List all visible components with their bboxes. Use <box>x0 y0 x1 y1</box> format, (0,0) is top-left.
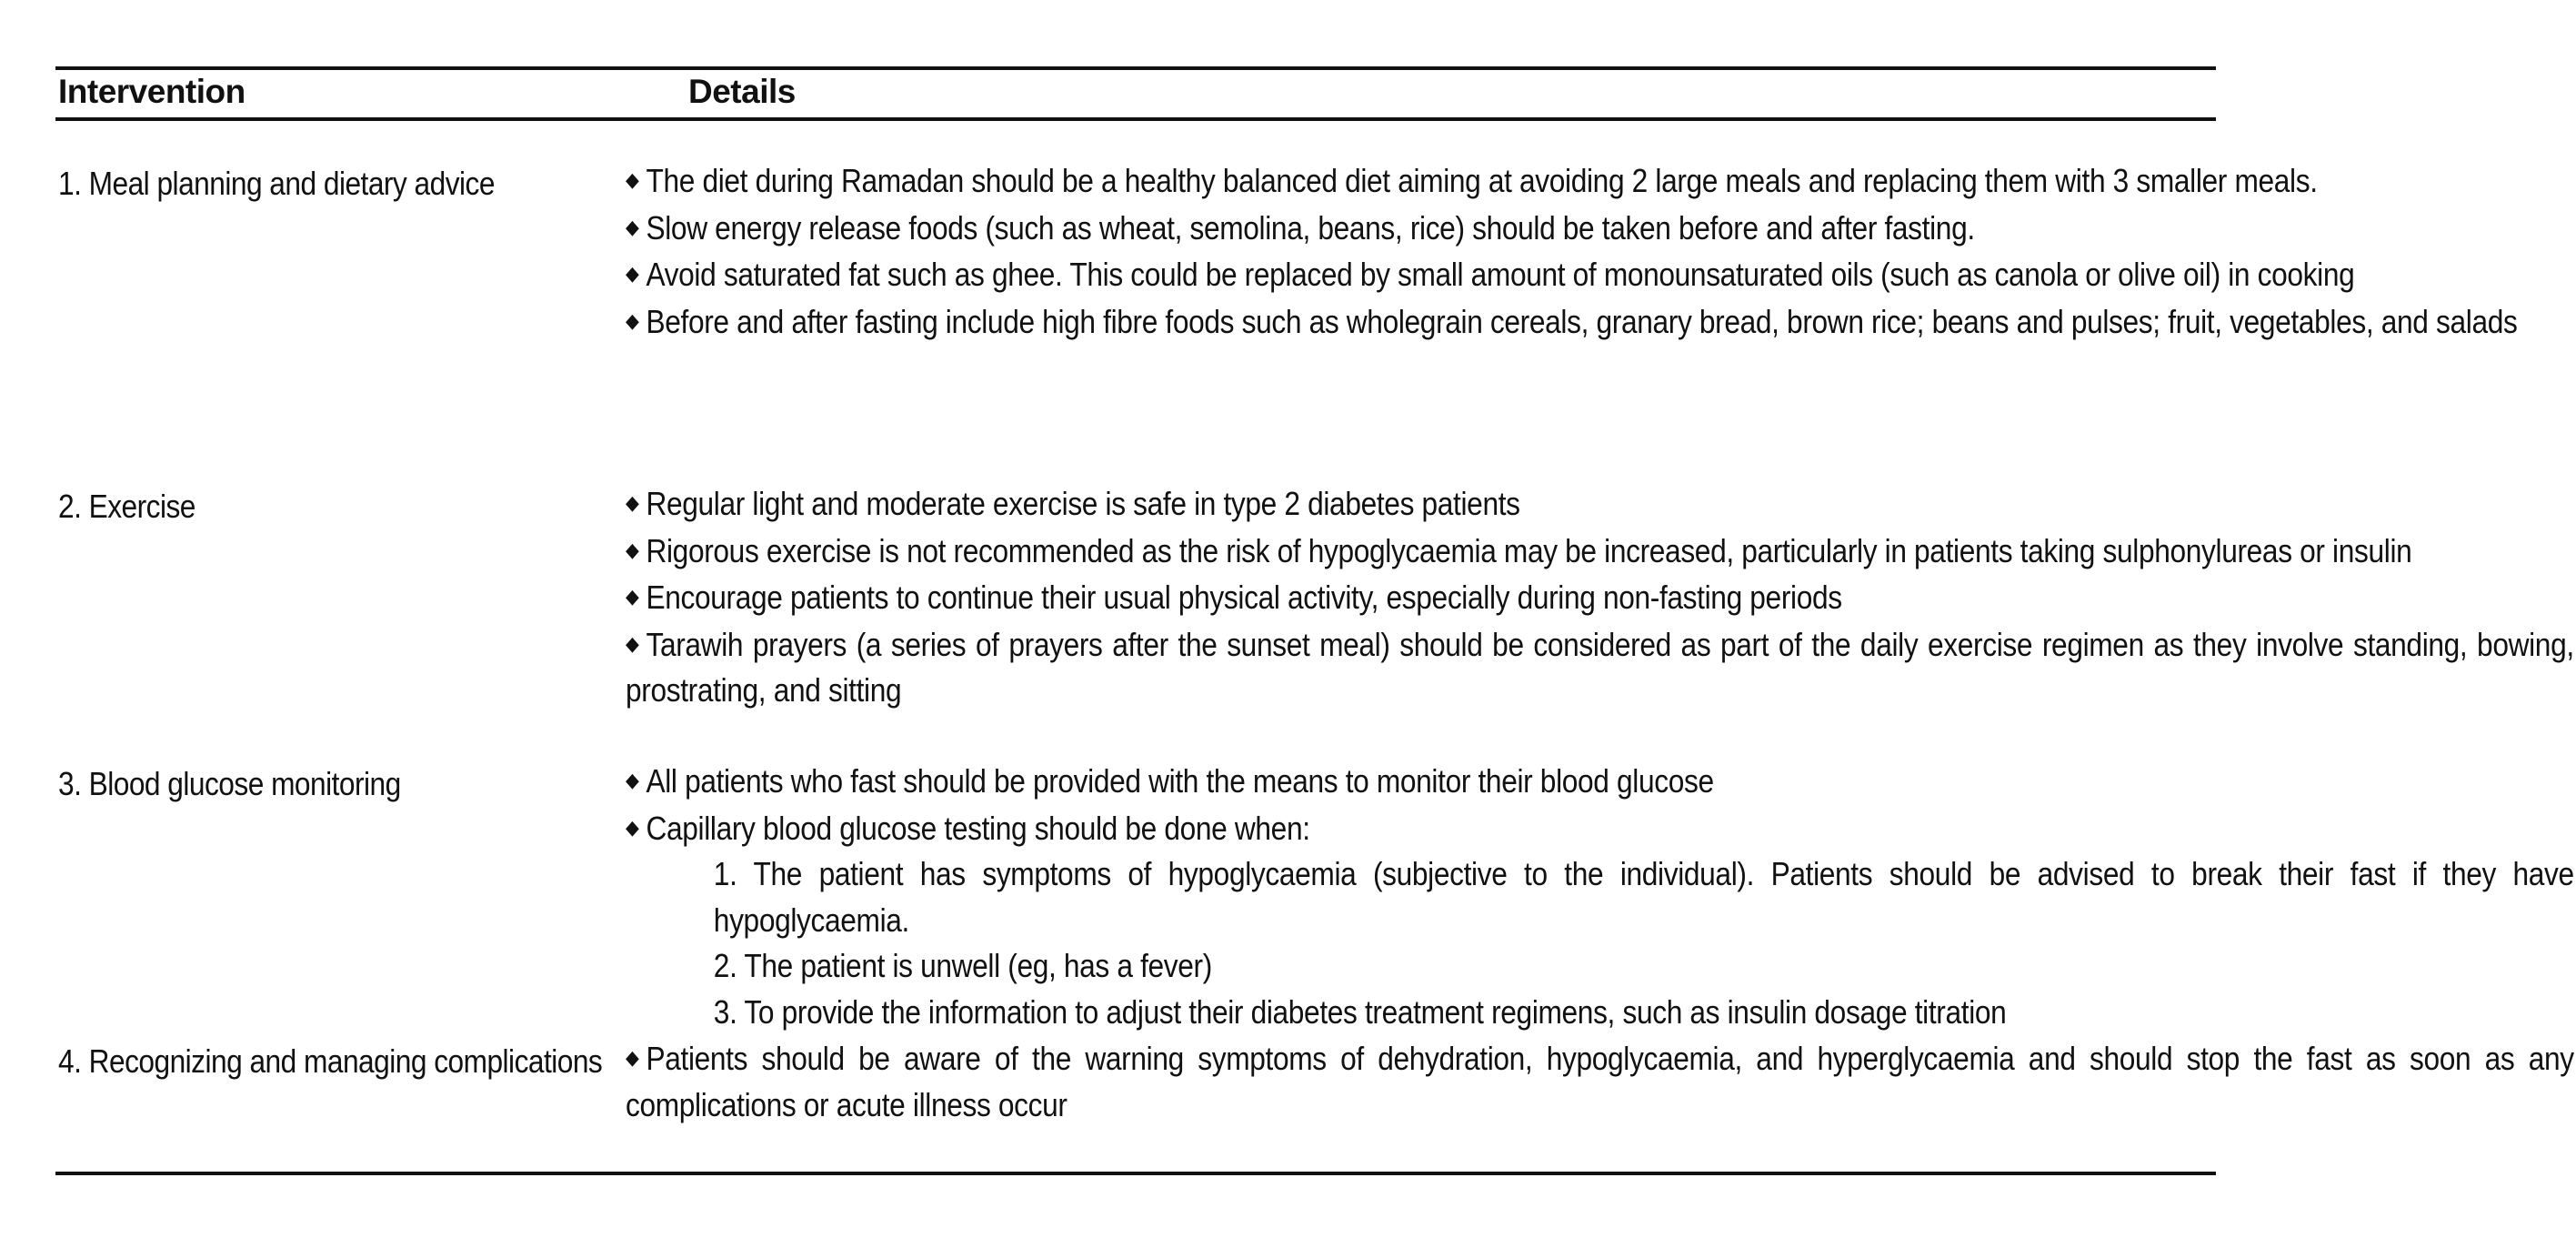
detail-bullet: ◆ Patients should be aware of the warning symptoms of dehydration, hypoglycaemia, and hyperglycaemia and should stop the fast as soon as any complications or acute illness occur <box>626 1035 2574 1128</box>
detail-subitem: 2. The patient is unwell (eg, has a fever) <box>713 947 1212 984</box>
diamond-bullet-icon: ◆ <box>626 538 639 561</box>
row-details-complications <box>626 1035 2576 1128</box>
diamond-bullet-icon: ◆ <box>626 769 639 791</box>
diamond-bullet-icon: ◆ <box>626 262 639 285</box>
header-intervention: Intervention <box>58 73 246 110</box>
diamond-bullet-icon: ◆ <box>626 1046 639 1069</box>
detail-subitem: 1. The patient has symptoms of hypoglycaemia (subjective to the individual). Patients should be advised to break their fast if they have hypoglycaemia. <box>713 855 2574 939</box>
diamond-bullet-icon: ◆ <box>626 585 639 608</box>
detail-bullet: ◆ Avoid saturated fat such as ghee. This could be replaced by small amount of monounsaturated oils (such as canola or olive oil) in cooking <box>626 251 2574 298</box>
detail-bullet: ◆ The diet during Ramadan should be a healthy balanced diet aiming at avoiding 2 large meals and replacing them with 3 smaller meals. <box>626 157 2574 205</box>
row-label-meal-planning: 1. Meal planning and dietary advice <box>58 165 495 202</box>
detail-bullet: ◆ Regular light and moderate exercise is safe in type 2 diabetes patients <box>626 480 2574 528</box>
header-details: Details <box>688 73 796 110</box>
detail-bullet: ◆ Tarawih prayers (a series of prayers after the sunset meal) should be considered as part of the daily exercise regimen as they involve standing, bowing, prostrating, and sitting <box>626 621 2574 714</box>
detail-bullet: ◆ Encourage patients to continue their usual physical activity, especially during non-fasting periods <box>626 574 2574 621</box>
detail-bullet: ◆ Before and after fasting include high fibre foods such as wholegrain cereals, granary bread, brown rice; beans and pulses; fruit, vegetables, and salads <box>626 298 2574 346</box>
diamond-bullet-icon: ◆ <box>626 815 639 839</box>
diamond-bullet-icon: ◆ <box>626 168 639 191</box>
detail-subitem: 3. To provide the information to adjust their diabetes treatment regimens, such as insulin dosage titration <box>713 992 2007 1031</box>
table-top-rule <box>55 66 2216 70</box>
detail-bullet: ◆ Capillary blood glucose testing should be done when: <box>626 805 2574 852</box>
detail-bullet: ◆ Slow energy release foods (such as wheat, semolina, beans, rice) should be taken before and after fasting. <box>626 205 2574 252</box>
row-label-complications: 4. Recognizing and managing complications <box>58 1042 603 1080</box>
diamond-bullet-icon: ◆ <box>626 491 639 514</box>
diamond-bullet-icon: ◆ <box>626 215 639 238</box>
row-details-meal-planning <box>626 157 2576 345</box>
table-header-rule <box>55 117 2216 121</box>
detail-bullet: ◆ Rigorous exercise is not recommended as the risk of hypoglycaemia may be increased, particularly in patients taking sulphonylureas or insulin <box>626 528 2574 575</box>
detail-bullet: ◆ All patients who fast should be provided with the means to monitor their blood glucose <box>626 758 2574 805</box>
diamond-bullet-icon: ◆ <box>626 308 639 332</box>
diamond-bullet-icon: ◆ <box>626 631 639 655</box>
row-label-exercise: 2. Exercise <box>58 488 195 525</box>
table-bottom-rule <box>55 1172 2216 1175</box>
row-details-exercise <box>626 480 2576 714</box>
row-label-blood-glucose: 3. Blood glucose monitoring <box>58 765 401 802</box>
row-details-blood-glucose <box>626 758 2576 1035</box>
